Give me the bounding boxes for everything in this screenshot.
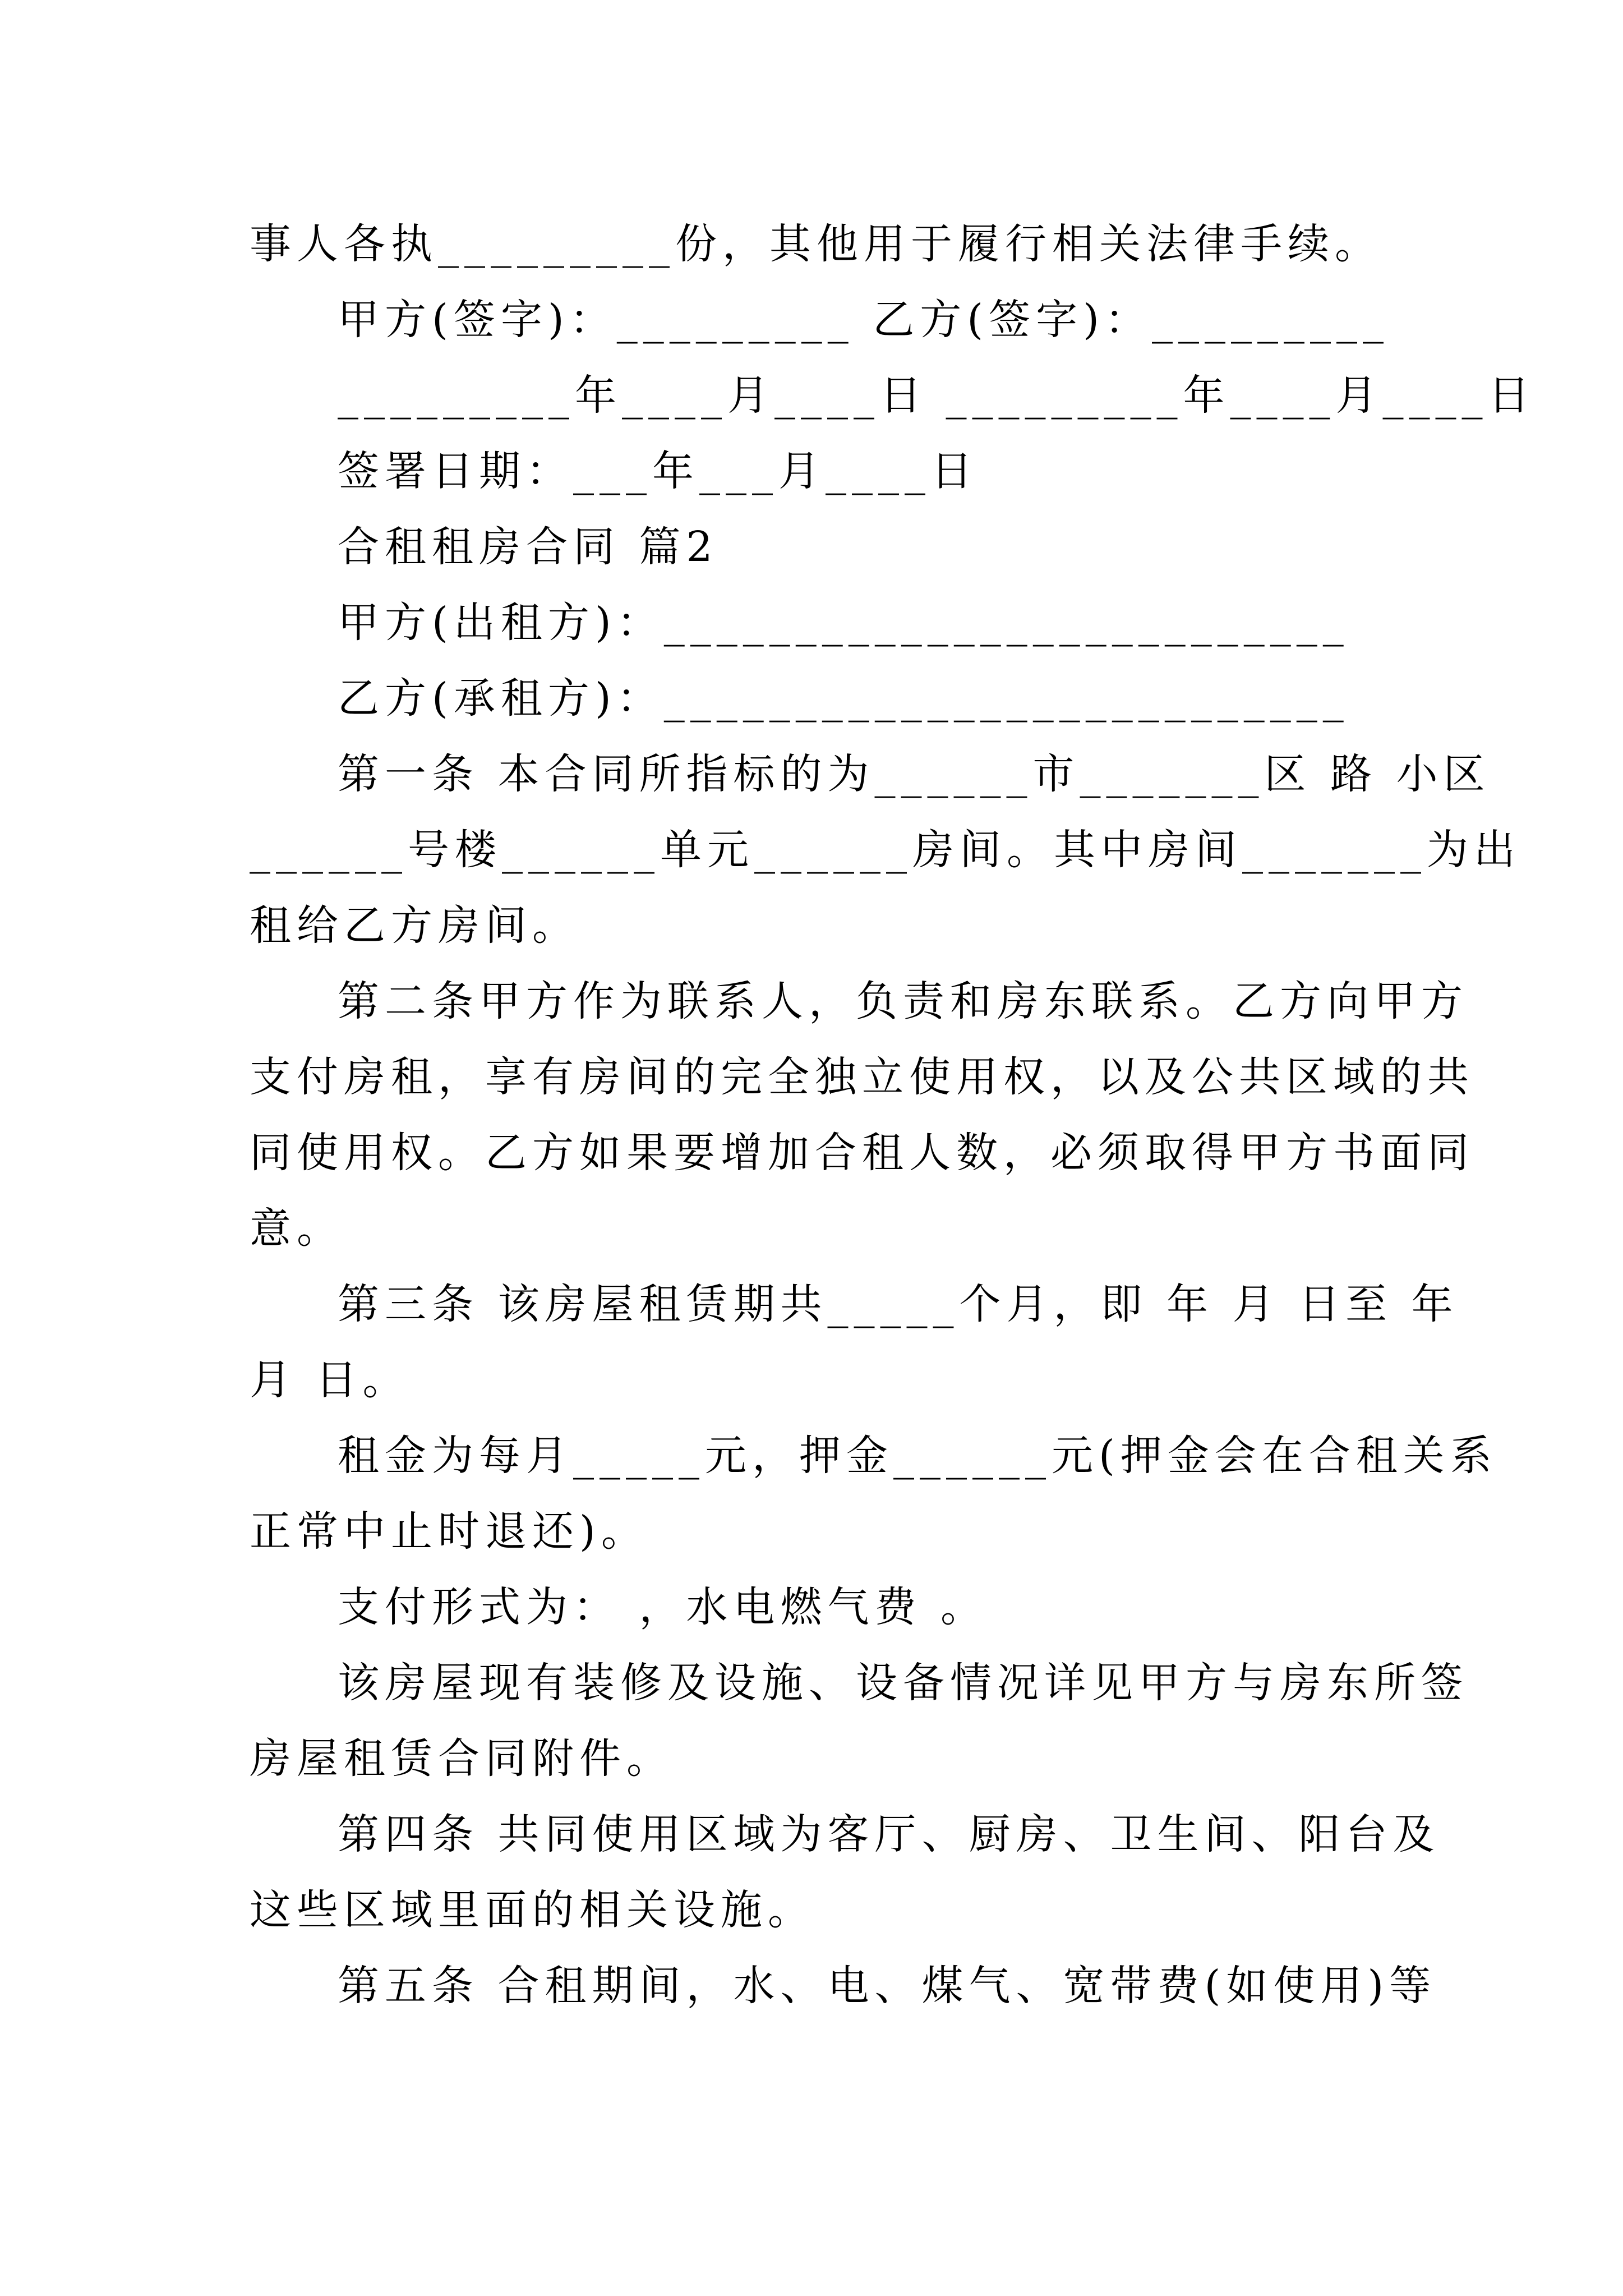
article-2-line: 意。 [250, 1204, 344, 1253]
facilities-line: 房屋租赁合同附件。 [250, 1734, 674, 1783]
payment-line: 支付形式为： ，水电燃气费 。 [338, 1583, 988, 1631]
article-4-line: 第四条 共同使用区域为客厅、厨房、卫生间、阳台及 [338, 1810, 1440, 1858]
text-line: 事人各执_________份，其他用于履行相关法律手续。 [250, 220, 1382, 268]
date-line: _________年____月____日 _________年____月____日 [338, 371, 1536, 420]
article-5-line: 第五条 合租期间，水、电、煤气、宽带费(如使用)等 [338, 1962, 1437, 2010]
article-3-line: 第三条 该房屋租赁期共_____个月，即 年 月 日至 年 [338, 1280, 1459, 1328]
signing-date-line: 签署日期：___年___月____日 [338, 447, 978, 495]
rent-line: 正常中止时退还)。 [250, 1507, 648, 1556]
party-b-line: 乙方(承租方)：__________________________ [338, 674, 1349, 723]
article-1-line: ______号楼______单元______房间。其中房间_______为出 [250, 826, 1521, 874]
article-1-line: 第一条 本合同所指标的为______市_______区 路 小区 [338, 750, 1491, 798]
article-2-line: 第二条甲方作为联系人，负责和房东联系。乙方向甲方 [338, 977, 1468, 1025]
party-a-line: 甲方(出租方)：__________________________ [338, 599, 1349, 647]
signature-line: 甲方(签字)：_________ 乙方(签字)：_________ [338, 296, 1390, 344]
article-3-line: 月 日。 [250, 1356, 410, 1404]
article-2-line: 支付房租，享有房间的完全独立使用权，以及公共区域的共 [250, 1053, 1474, 1101]
article-4-line: 这些区域里面的相关设施。 [250, 1886, 815, 1934]
article-2-line: 同使用权。乙方如果要增加合租人数，必须取得甲方书面同 [250, 1129, 1474, 1177]
section-heading: 合租租房合同 篇2 [338, 523, 718, 571]
facilities-line: 该房屋现有装修及设施、设备情况详见甲方与房东所签 [338, 1659, 1468, 1707]
rent-line: 租金为每月_____元，押金______元(押金会在合租关系 [338, 1432, 1497, 1480]
article-1-line: 租给乙方房间。 [250, 901, 579, 950]
